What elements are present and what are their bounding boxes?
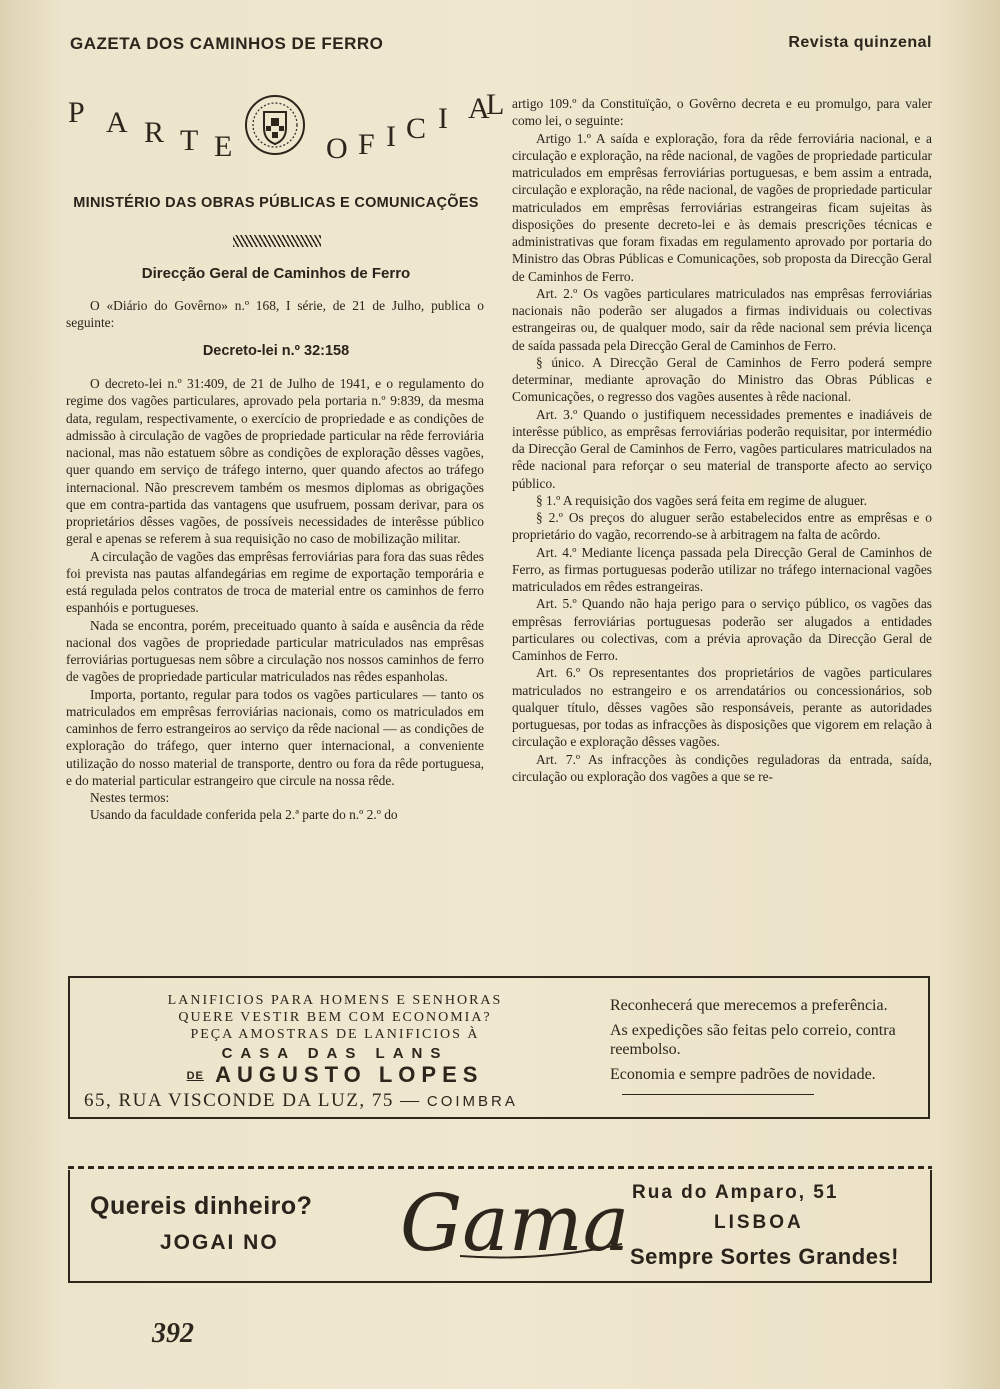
section-divider xyxy=(233,235,321,247)
owner-name-line xyxy=(80,1062,590,1088)
masthead-letter: E xyxy=(214,130,233,163)
masthead-letter: A xyxy=(468,92,490,125)
right-article-column xyxy=(512,95,932,785)
ad-line: QUERE VESTIR BEM COM ECONOMIA? xyxy=(178,1010,492,1025)
street-address: 65, RUA VISCONDE DA LUZ, 75 — xyxy=(84,1090,421,1111)
running-header-subtitle: Revista quinzenal xyxy=(788,34,932,51)
masthead-letter: R xyxy=(144,116,165,149)
ministry-heading: MINISTÉRIO DAS OBRAS PÚBLICAS E COMUNICAÇÕES xyxy=(73,195,479,211)
paragraph: Usando da faculdade conferida pela 2.ª parte do n.º 2.º do xyxy=(90,807,398,823)
ad-call-to-action: JOGAI NO xyxy=(160,1231,279,1254)
city-name: COIMBRA xyxy=(426,1093,518,1110)
masthead-letter: F xyxy=(358,128,375,161)
ad-claim: Reconhecerá que merecemos a preferência. xyxy=(610,997,888,1014)
paragraph: Importa, portanto, regular para todos os vagões particulares — tanto os matriculados em emprêsas ferroviárias nacionais, como os matriculados em caminhos de ferro estrangeiros ao serviço da rêde nacional — as condições de exploração do tráfego, quer interno quer internacional, a conveniente utilização do nosso material de transporte, dentro ou fora da rêde portuguesa, e do material particular estrangeiro que circule na nossa rêde. xyxy=(66,686,484,788)
masthead-letter: I xyxy=(386,120,396,153)
ad-right-block xyxy=(610,996,916,1109)
paragraph: Art. 2.º Os vagões particulares matriculados nas emprêsas ferroviárias nacionais não poderão ser alugados a firmas individuais ou colectivas estrangeiras ou, de qualquer modo, sair da rêde nacional sem prévia licença de saída passada pela Direcção Geral de Caminhos de Ferro. xyxy=(512,285,932,353)
masthead-letter: C xyxy=(406,112,427,145)
gama-lottery-advertisement xyxy=(68,1170,932,1283)
shop-name: CASA DAS LANS xyxy=(221,1045,449,1062)
ad-line: PEÇA AMOSTRAS DE LANIFICIOS À xyxy=(190,1027,480,1042)
lanificios-advertisement xyxy=(68,976,930,1119)
paragraph: O decreto-lei n.º 31:409, de 21 de Julho de 1941, e o regulamento do regime dos vagões particulares, aprovado pela portaria n.º 9:839, da mesma data, regulam, respectivamente, o exercício de propriedade e as condições de admissão à circulação de vagões de propriedade particular na rêde ferroviária nacional, mas não estatuem sôbre as condições de exploração dêsses vagões, quer quando em serviço de tráfego interno, quer quando afectos ao tráfego internacional. Não prescrevem também os mesmos diplomas as obrigações que em contra-partida das vantagens que usufruem, possam derivar, para os proprietários dêsses vagões, de possíveis necessidades de interêsse público geral e apenas se referem à sua requisição no caso de mobilização militar. xyxy=(66,376,484,547)
paragraph: § 1.º A requisição dos vagões será feita em regime de aluguer. xyxy=(536,492,867,508)
gama-logo-text: Gama xyxy=(400,1179,630,1269)
end-rule xyxy=(622,1094,814,1095)
paragraph: Artigo 1.º A saída e exploração, fora da rêde ferroviária nacional, e a circulação e exploração, na rêde nacional, de vagões de propriedade particular matriculados em emprêsas ferroviárias portuguesas, e bem assim a entrada, circulação e exploração, na rêde nacional, de vagões de propriedade particular matriculados em emprêsas ferroviárias estrangeiras ficam sujeitas às disposições do presente decreto-lei e às demais prescrições técnicas e administrativas que foram fixadas em regulamento aprovado por portaria do Ministro das Obras Públicas e Comunicações, sob proposta da Direcção Geral de Caminhos de Ferro. xyxy=(512,130,932,284)
parte-oficial-masthead xyxy=(68,88,508,168)
paragraph: Nestes termos: xyxy=(90,790,170,805)
paragraph: Art. 7.º As infracções às condições reguladoras da entrada, saída, circulação ou exploração dos vagões a que se re- xyxy=(512,751,932,784)
paragraph: Nada se encontra, porém, preceituado quanto à saída e ausência da rêde nacional dos vagões de propriedade particular matriculados nas emprêsas ferroviárias portuguesas nem sôbre a circulação nos nossos caminhos de ferro de vagões de propriedade particular matriculados nas rêdes espanholas. xyxy=(66,617,484,685)
lottery-slogan: Sempre Sortes Grandes! xyxy=(630,1244,899,1269)
paragraph: Art. 3.º Quando o justifiquem necessidades prementes e inadiáveis de interêsse público, as emprêsas ferroviárias poderão requisitar, por intermédio da Direcção Geral de Caminhos de Ferro, vagões particulares matriculados na rêde nacional para reforçar o seu material de transporte afecto ao serviço público. xyxy=(512,406,932,491)
masthead-letter: P xyxy=(68,96,85,129)
paragraph: A circulação de vagões das emprêsas ferroviárias para fora das suas rêdes foi prevista nas pautas alfandegárias em regime de exportação temporária e está regulada pelos contratos de troca de material entre os caminhos de ferro espanhóis e portugueses. xyxy=(66,548,484,616)
running-header-title: GAZETA DOS CAMINHOS DE FERRO xyxy=(70,34,384,53)
shop-address xyxy=(80,1090,590,1112)
ad-dashed-border xyxy=(68,1166,932,1169)
directorate-heading: Direcção Geral de Caminhos de Ferro xyxy=(141,265,411,282)
lottery-city: LISBOA xyxy=(714,1212,804,1233)
ad-question: Quereis dinheiro? xyxy=(90,1192,313,1220)
masthead-letter: I xyxy=(438,102,448,135)
decree-title: Decreto-lei n.º 32:158 xyxy=(202,343,350,359)
paragraph: Art. 5.º Quando não haja perigo para o serviço público, os vagões das emprêsas ferroviárias portuguesas poderão ser alugados a entidades particulares ou colectivas, com a prévia aprovação da Direcção Geral de Caminhos de Ferro. xyxy=(512,596,932,663)
paragraph: Art. 4.º Mediante licença passada pela Direcção Geral de Caminhos de Ferro, as firmas portuguesas poderão utilizar no tráfego internacional vagões matriculados em rêdes estrangeiras. xyxy=(512,544,932,594)
paragraph: § 2.º Os preços do aluguer serão estabelecidos entre as emprêsas e o proprietário do vagão, recorrendo-se à arbitragem na falta de acôrdo. xyxy=(512,510,932,543)
de-label: DE xyxy=(186,1070,204,1083)
masthead-letter: L xyxy=(486,88,505,121)
paragraph: § único. A Direcção Geral de Caminhos de Ferro poderá sempre determinar, mediante aprovação do Ministro das Obras Públicas e Comunicações, o regresso dos vagões ausentes à rêde nacional. xyxy=(512,354,932,405)
page-number: 392 xyxy=(152,1318,194,1349)
left-article-column xyxy=(66,375,484,824)
ad-line: LANIFICIOS PARA HOMENS E SENHORAS xyxy=(167,993,503,1008)
masthead-letter: T xyxy=(180,124,199,157)
masthead-letter: A xyxy=(106,106,128,139)
owner-name: AUGUSTO LOPES xyxy=(215,1062,484,1087)
ad-left-block xyxy=(80,992,590,1112)
gama-logo xyxy=(390,1170,630,1270)
portuguese-coat-of-arms-icon xyxy=(244,94,306,156)
ad-claim: As expedições são feitas pelo correio, contra reembolso. xyxy=(610,1022,896,1058)
ad-claim: Economia e sempre padrões de novidade. xyxy=(610,1065,916,1103)
masthead-letter: O xyxy=(326,132,348,165)
intro-paragraph: O «Diário do Govêrno» n.º 168, I série, de 21 de Julho, publica o seguinte: xyxy=(66,298,484,331)
lottery-street: Rua do Amparo, 51 xyxy=(632,1182,839,1203)
paragraph: Art. 6.º Os representantes dos proprietários de vagões particulares matriculados no estrangeiro e os arrendatários ou concessionários, sob qualquer título, dêsses vagões são responsáveis, perante as autoridades portuguesas, por todas as infracções às disposições que vigorem em relação à circulação e exploração dêsses vagões. xyxy=(512,665,932,750)
paragraph: artigo 109.º da Constituïção, o Govêrno decreta e eu promulgo, para valer como lei, o seguinte: xyxy=(512,96,932,129)
